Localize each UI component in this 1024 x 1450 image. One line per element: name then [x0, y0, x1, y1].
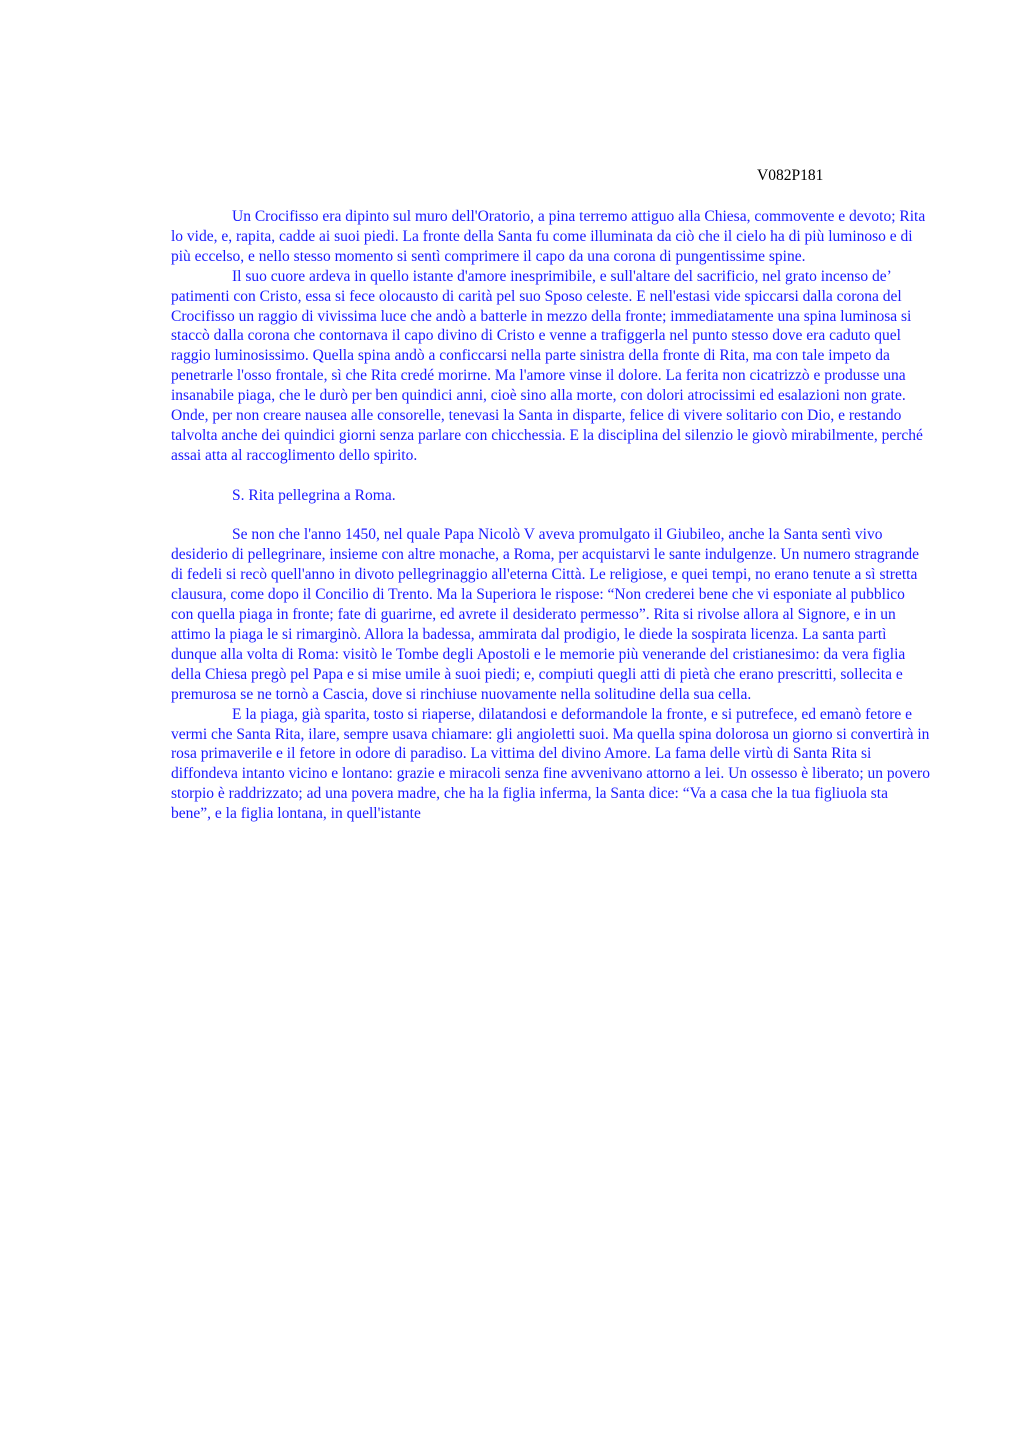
paragraph: Il suo cuore ardeva in quello istante d'amore inesprimibile, e sull'altare del sacrificio, nel grato incenso de’ patimenti con Cristo, essa si fece olocausto di carità pel suo Sposo celeste. E nell'estasi vide spiccarsi dalla corona del Crocifisso un raggio di vivissima luce che andò a batterle in mezzo della fronte; immediatamente una spina luminosa si staccò dalla corona che contornava il capo divino di Cristo e venne a trafiggerla nel punto stesso dove era caduto quel raggio luminosissimo. Quella spina andò a conficcarsi nella parte sinistra della fronte di Rita, ma con tale impeto da penetrarle l'osso frontale, sì che Rita credé morirne. Ma l'amore vinse il dolore. La ferita non cicatrizzò e produsse una insanabile piaga, che le durò per ben quindici anni, cioè sino alla morte, con dolori atrocissimi ed esalazioni non grate. Onde, per non creare nausea alle consorelle, tenevasi la Santa in disparte, felice di vivere solitario con Dio, e restando talvolta anche dei quindici giorni senza parlare con chicchessia. E la disciplina del silenzio le giovò mirabilmente, perché assai atta al raccoglimento dello spirito.	[171, 267, 923, 464]
section-heading: S. Rita pellegrina a Roma.	[232, 486, 396, 504]
paragraph: Se non che l'anno 1450, nel quale Papa Nicolò V aveva promulgato il Giubileo, anche la Santa sentì vivo desiderio di pellegrinare, insieme con altre monache, a Roma, per acquistarvi le sante indulgenze. Un numero stragrande di fedeli si recò quell'anno in divoto pellegrinaggio all'eterna Città. Le religiose, e quei tempi, no erano tenute a sì stretta clausura, come dopo il Concilio di Trento. Ma la Superiora le rispose: “Non crederei bene che vi esponiate al pubblico con quella piaga in fronte; fate di guarirne, ed avrete il desiderato permesso”. Rita si rivolse allora al Signore, e in un attimo la piaga le si rimarginò. Allora la badessa, ammirata dal prodigio, le diede la sospirata licenza. La santa partì dunque alla volta di Roma: visitò le Tombe degli Apostoli e le memorie più venerande del cristianesimo: da vera figlia della Chiesa pregò pel Papa e si mise umile à suoi piedi; e, compiuti quegli atti di pietà che erano prescritti, sollecita e premurosa se ne tornò a Cascia, dove si rinchiuse nuovamente nella solitudine della sua cella.	[171, 526, 920, 703]
document-body	[171, 207, 931, 824]
paragraph: Un Crocifisso era dipinto sul muro dell'Oratorio, a pina terremo attiguo alla Chiesa, commovente e devoto; Rita lo vide, e, rapita, cadde ai suoi piedi. La fronte della Santa fu come illuminata da ciò che il cielo ha di più luminoso e di più eccelso, e nello stesso momento si sentì comprimere il capo da una corona di pungentissime spine.	[171, 208, 926, 265]
paragraph: E la piaga, già sparita, tosto si riaperse, dilatandosi e deformandole la fronte, e si putrefece, ed emanò fetore e vermi che Santa Rita, ilare, sempre usava chiamare: gli angioletti suoi. Ma quella spina dolorosa un giorno si convertirà in rosa primaverile e il fetore in odore di paradiso. La vittima del divino Amore. La fama delle virtù di Santa Rita si diffondeva intanto vicino e lontano: grazie e miracoli senza fine avvenivano attorno a lei. Un ossesso è liberato; un povero storpio è raddrizzato; ad una povera madre, che ha la figlia inferma, la Santa dice: “Va a casa che la tua figliuola sta bene”, e la figlia lontana, in quell'istante	[171, 705, 930, 823]
page-identifier: V082P181	[757, 167, 824, 184]
